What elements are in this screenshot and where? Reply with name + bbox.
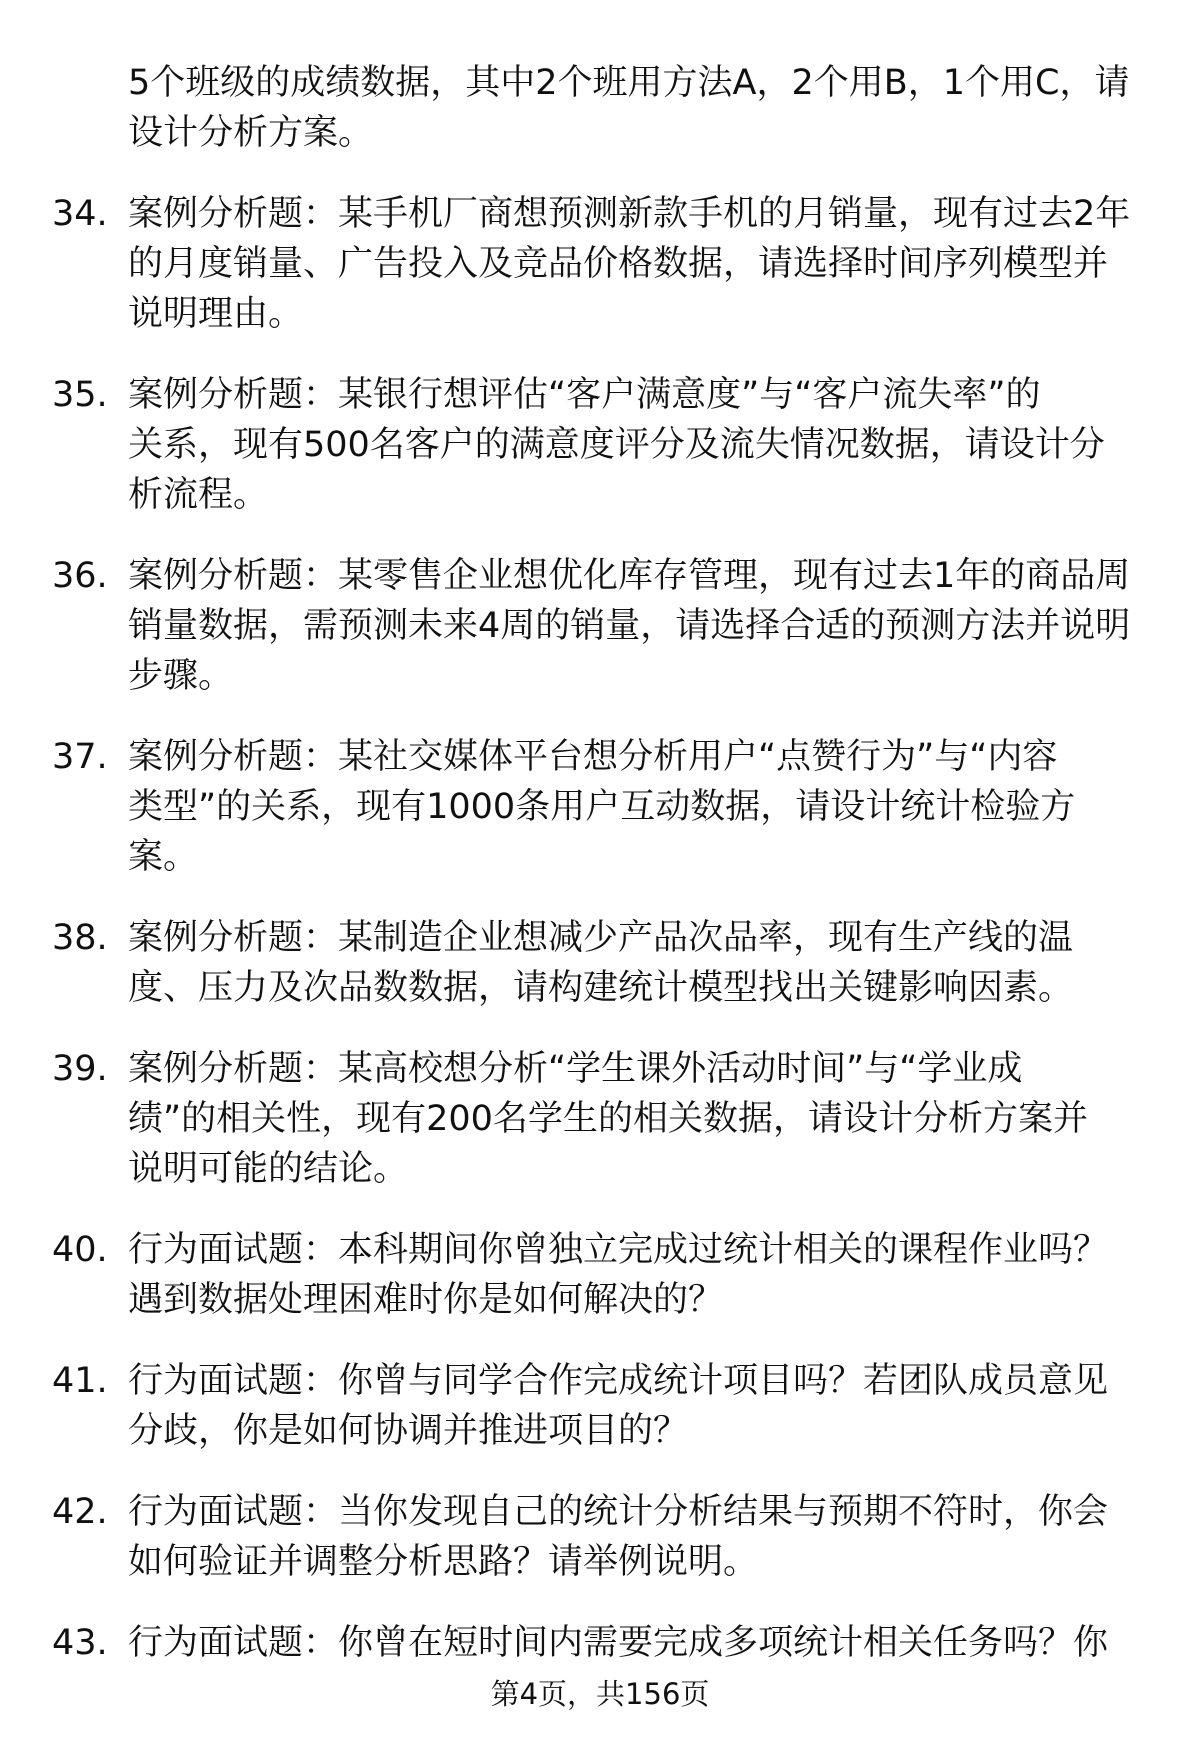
question-text-line: 案例分析题：某制造企业想减少产品次品率，现有生产线的温 xyxy=(128,918,1074,958)
question-text xyxy=(128,732,1173,882)
question-list xyxy=(0,58,1200,1699)
question-number: 43. xyxy=(52,1623,108,1663)
question-text-line: 销量数据，需预测未来4周的销量，请选择合适的预测方法并说明 xyxy=(128,606,1131,646)
question-number: 42. xyxy=(52,1492,108,1532)
question-text-line: 析流程。 xyxy=(128,475,269,515)
question-item xyxy=(0,1618,1200,1668)
question-text-line: 行为面试题：当你发现自己的统计分析结果与预期不符时，你会 xyxy=(128,1492,1109,1532)
question-item xyxy=(0,189,1200,339)
question-text-line: 案例分析题：某零售企业想优化库存管理，现有过去1年的商品周 xyxy=(128,556,1131,596)
question-text-line: 行为面试题：本科期间你曾独立完成过统计相关的课程作业吗？ xyxy=(128,1230,1109,1270)
question-number: 36. xyxy=(52,556,108,596)
question-text-line: 行为面试题：你曾与同学合作完成统计项目吗？若团队成员意见 xyxy=(128,1361,1109,1401)
question-text-line: 案例分析题：某手机厂商想预测新款手机的月销量，现有过去2年 xyxy=(128,194,1131,234)
question-text-line: 关系，现有500名客户的满意度评分及流失情况数据，请设计分 xyxy=(128,425,1105,465)
question-text-line: 案例分析题：某银行想评估“客户满意度”与“客户流失率”的 xyxy=(128,375,1041,415)
question-text xyxy=(128,1225,1173,1325)
question-text xyxy=(128,370,1173,520)
question-text-line: 案例分析题：某社交媒体平台想分析用户“点赞行为”与“内容 xyxy=(128,737,1058,777)
question-text-line: 说明可能的结论。 xyxy=(128,1149,409,1189)
question-number: 35. xyxy=(52,375,108,415)
question-text-line: 绩”的相关性，现有200名学生的相关数据，请设计分析方案并 xyxy=(128,1099,1088,1139)
question-number: 37. xyxy=(52,737,108,777)
question-item xyxy=(0,58,1200,158)
question-number: 38. xyxy=(52,918,108,958)
question-item xyxy=(0,551,1200,701)
question-text xyxy=(128,551,1173,701)
question-number: 34. xyxy=(52,194,108,234)
question-text-line: 说明理由。 xyxy=(128,294,304,334)
question-item xyxy=(0,370,1200,520)
question-text xyxy=(128,1618,1173,1668)
question-text-line: 设计分析方案。 xyxy=(128,113,374,153)
question-text-line: 分歧，你是如何协调并推进项目的？ xyxy=(128,1411,689,1451)
question-text xyxy=(128,189,1173,339)
question-item xyxy=(0,1225,1200,1325)
question-text-line: 如何验证并调整分析思路？请举例说明。 xyxy=(128,1542,759,1582)
question-number: 39. xyxy=(52,1049,108,1089)
question-number: 41. xyxy=(52,1361,108,1401)
question-text-line: 度、压力及次品数数据，请构建统计模型找出关键影响因素。 xyxy=(128,968,1074,1008)
question-item xyxy=(0,1356,1200,1456)
question-text-line: 类型”的关系，现有1000条用户互动数据，请设计统计检验方 xyxy=(128,787,1076,827)
question-text-line: 案。 xyxy=(128,837,199,877)
question-text-line: 步骤。 xyxy=(128,656,234,696)
page-number: 第4页，共156页 xyxy=(490,1677,710,1711)
question-text xyxy=(128,1487,1173,1587)
question-item xyxy=(0,732,1200,882)
question-text xyxy=(128,913,1173,1013)
question-number: 40. xyxy=(52,1230,108,1270)
question-text-line: 遇到数据处理困难时你是如何解决的？ xyxy=(128,1280,724,1320)
question-text-line: 5个班级的成绩数据，其中2个班用方法A，2个用B，1个用C，请 xyxy=(128,63,1130,103)
question-text xyxy=(128,1044,1173,1194)
question-text xyxy=(128,1356,1173,1456)
question-text xyxy=(128,58,1173,158)
question-text-line: 案例分析题：某高校想分析“学生课外活动时间”与“学业成 xyxy=(128,1049,1023,1089)
question-text-line: 行为面试题：你曾在短时间内需要完成多项统计相关任务吗？你 xyxy=(128,1623,1109,1663)
question-item xyxy=(0,1044,1200,1194)
question-item xyxy=(0,1487,1200,1587)
question-text-line: 的月度销量、广告投入及竞品价格数据，请选择时间序列模型并 xyxy=(128,244,1109,284)
question-item xyxy=(0,913,1200,1013)
